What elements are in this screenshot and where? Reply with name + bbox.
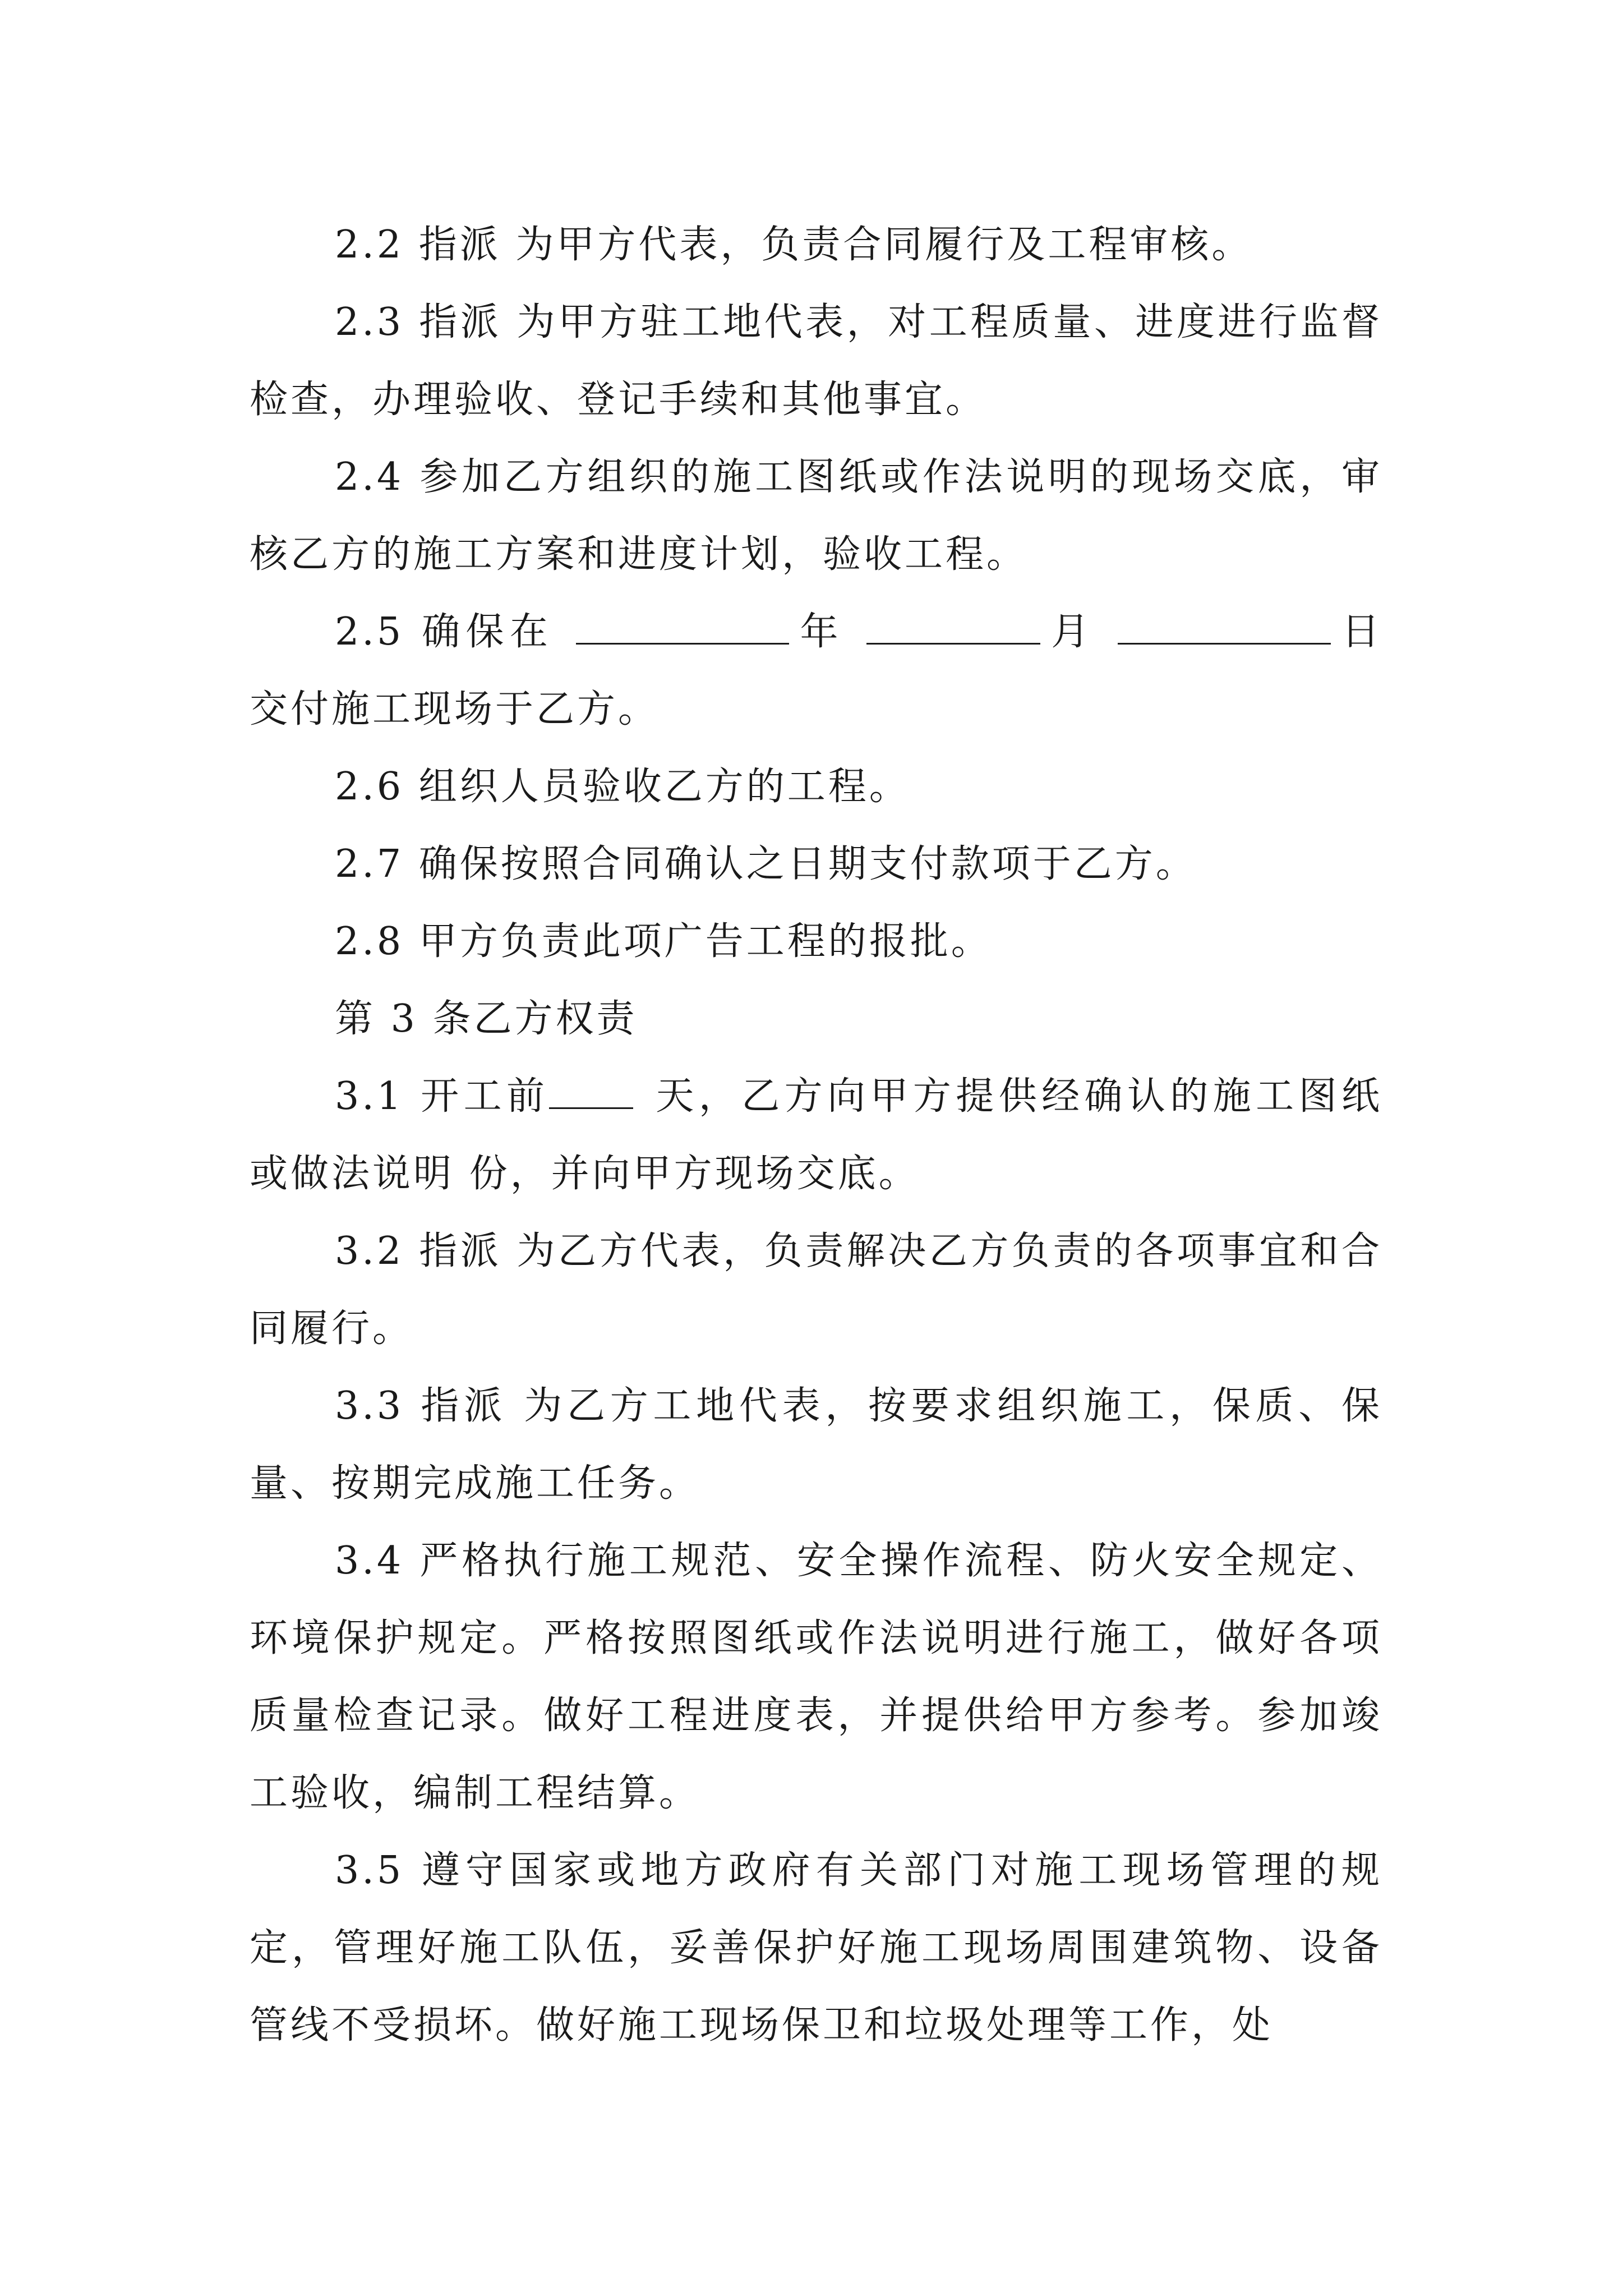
clause-3-2: 3.2 指派 为乙方代表，负责解决乙方负责的各项事宜和合同履行。 bbox=[250, 1229, 1382, 1351]
clause-3-3: 3.3 指派 为乙方工地代表，按要求组织施工，保质、保量、按期完成施工任务。 bbox=[250, 1384, 1382, 1506]
clause-2-2: 2.2 指派 为甲方代表，负责合同履行及工程审核。 bbox=[335, 223, 1253, 267]
clause-2-3: 2.3 指派 为甲方驻工地代表，对工程质量、进度进行监督检查，办理验收、登记手续和其他事宜。 bbox=[250, 300, 1382, 422]
clause-2-5-tail: 日交付施工现场于乙方。 bbox=[250, 610, 1382, 731]
clause-2-5-lead: 2.5 确保在 bbox=[335, 610, 554, 654]
clause-3-4: 3.4 严格执行施工规范、安全操作流程、防火安全规定、环境保护规定。严格按照图纸或作法说明进行施工，做好各项质量检查记录。做好工程进度表，并提供给甲方参考。参加竣工验收，编制工程结算。 bbox=[250, 1539, 1382, 1815]
blank-month bbox=[866, 608, 1040, 645]
clause-2-8: 2.8 甲方负责此项广告工程的报批。 bbox=[335, 919, 992, 964]
clause-3-5: 3.5 遵守国家或地方政府有关部门对施工现场管理的规定，管理好施工队伍，妥善保护好施工现场周围建筑物、设备管线不受损坏。做好施工现场保卫和垃圾处理等工作，处 bbox=[250, 1848, 1382, 2047]
clause-3-1 bbox=[250, 1058, 1382, 1213]
section-heading-3: 第 3 条乙方权责 bbox=[335, 997, 638, 1041]
blank-days bbox=[549, 1073, 633, 1109]
label-year: 年 bbox=[797, 610, 844, 654]
clause-3-1-lead: 3.1 开工前 bbox=[335, 1074, 550, 1119]
clause-2-6: 2.6 组织人员验收乙方的工程。 bbox=[335, 765, 910, 809]
clause-2-5 bbox=[250, 593, 1382, 748]
document-body bbox=[250, 206, 1382, 2064]
blank-day bbox=[1118, 608, 1331, 645]
label-month: 月 bbox=[1048, 610, 1095, 654]
clause-3-1-tail: 天，乙方向甲方提供经确认的施工图纸或做法说明 份，并向甲方现场交底。 bbox=[250, 1074, 1382, 1196]
clause-2-7: 2.7 确保按照合同确认之日期支付款项于乙方。 bbox=[335, 842, 1197, 886]
clause-2-4: 2.4 参加乙方组织的施工图纸或作法说明的现场交底，审核乙方的施工方案和进度计划，验收工程。 bbox=[250, 455, 1382, 577]
blank-year bbox=[576, 608, 789, 645]
